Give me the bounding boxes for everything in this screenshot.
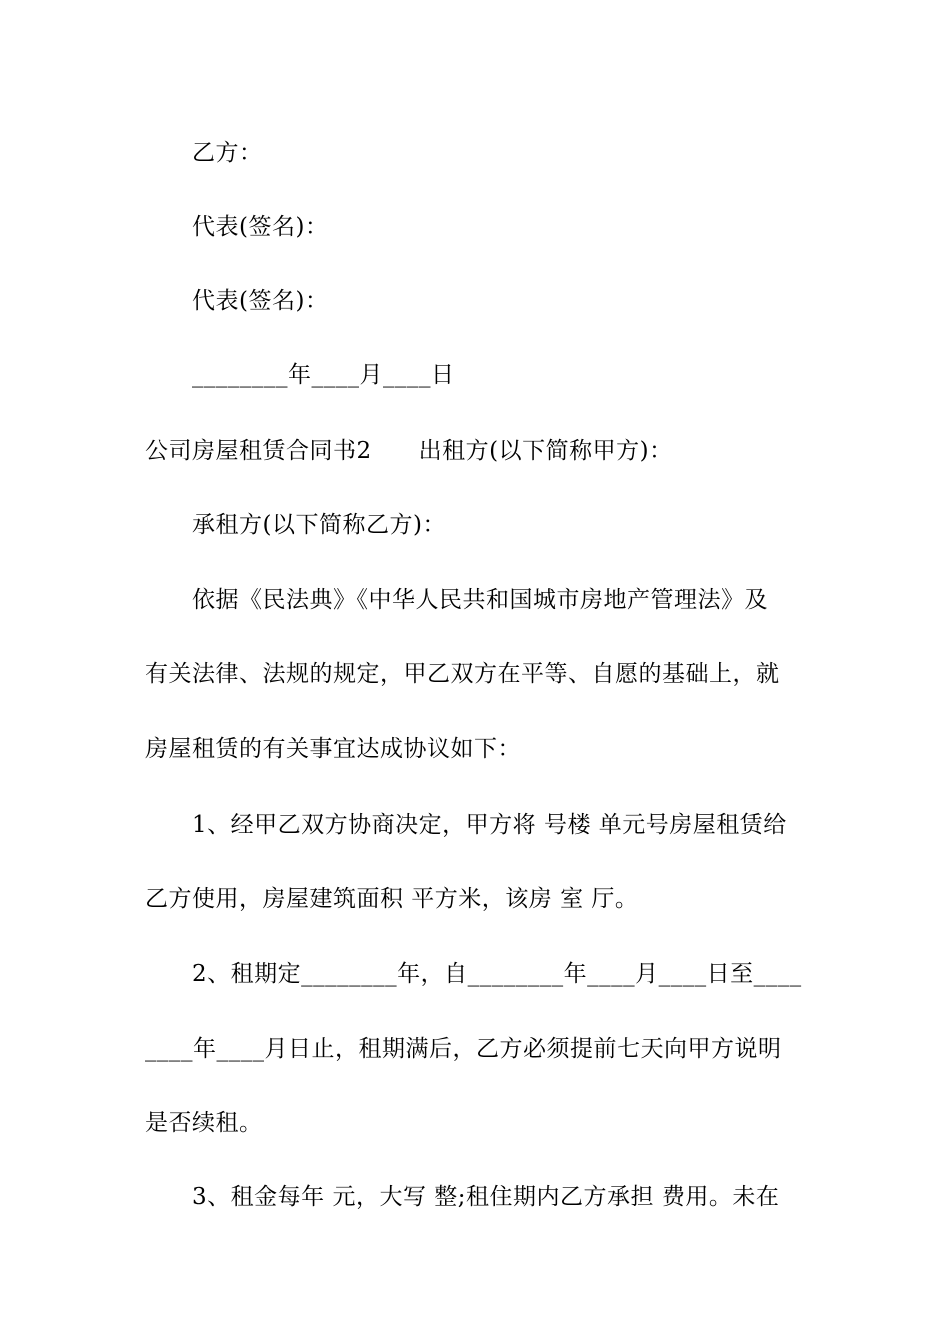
lessee-line: 承租方(以下简称乙方)： bbox=[192, 512, 446, 538]
contract-title-line: 公司房屋租赁合同书2 出租方(以下简称甲方)： bbox=[145, 438, 673, 464]
representative-signature-line: 代表(签名)： bbox=[192, 288, 329, 314]
representative-signature-line: 代表(签名)： bbox=[192, 214, 329, 240]
clause-2-line: 2、租期定________年，自________年____月____日至____ bbox=[192, 961, 802, 987]
clause-1-line: 1、经甲乙双方协商决定，甲方将 号楼 单元号房屋租赁给 bbox=[192, 812, 787, 838]
clause-3-line: 3、租金每年 元，大写 整;租住期内乙方承担 费用。未在 bbox=[192, 1184, 780, 1210]
clause-2-line: ____年____月日止，租期满后，乙方必须提前七天向甲方说明 bbox=[145, 1036, 782, 1062]
paragraph-line: 有关法律、法规的规定，甲乙双方在平等、自愿的基础上，就 bbox=[145, 661, 780, 687]
date-line: ________年____月____日 bbox=[192, 362, 455, 388]
party-b-line: 乙方： bbox=[192, 140, 263, 166]
clause-1-line: 乙方使用，房屋建筑面积 平方米，该房 室 厅。 bbox=[145, 886, 639, 912]
clause-2-line: 是否续租。 bbox=[145, 1110, 263, 1136]
paragraph-line: 依据《民法典》《中华人民共和国城市房地产管理法》及 bbox=[192, 587, 768, 613]
paragraph-line: 房屋租赁的有关事宜达成协议如下： bbox=[145, 736, 521, 762]
